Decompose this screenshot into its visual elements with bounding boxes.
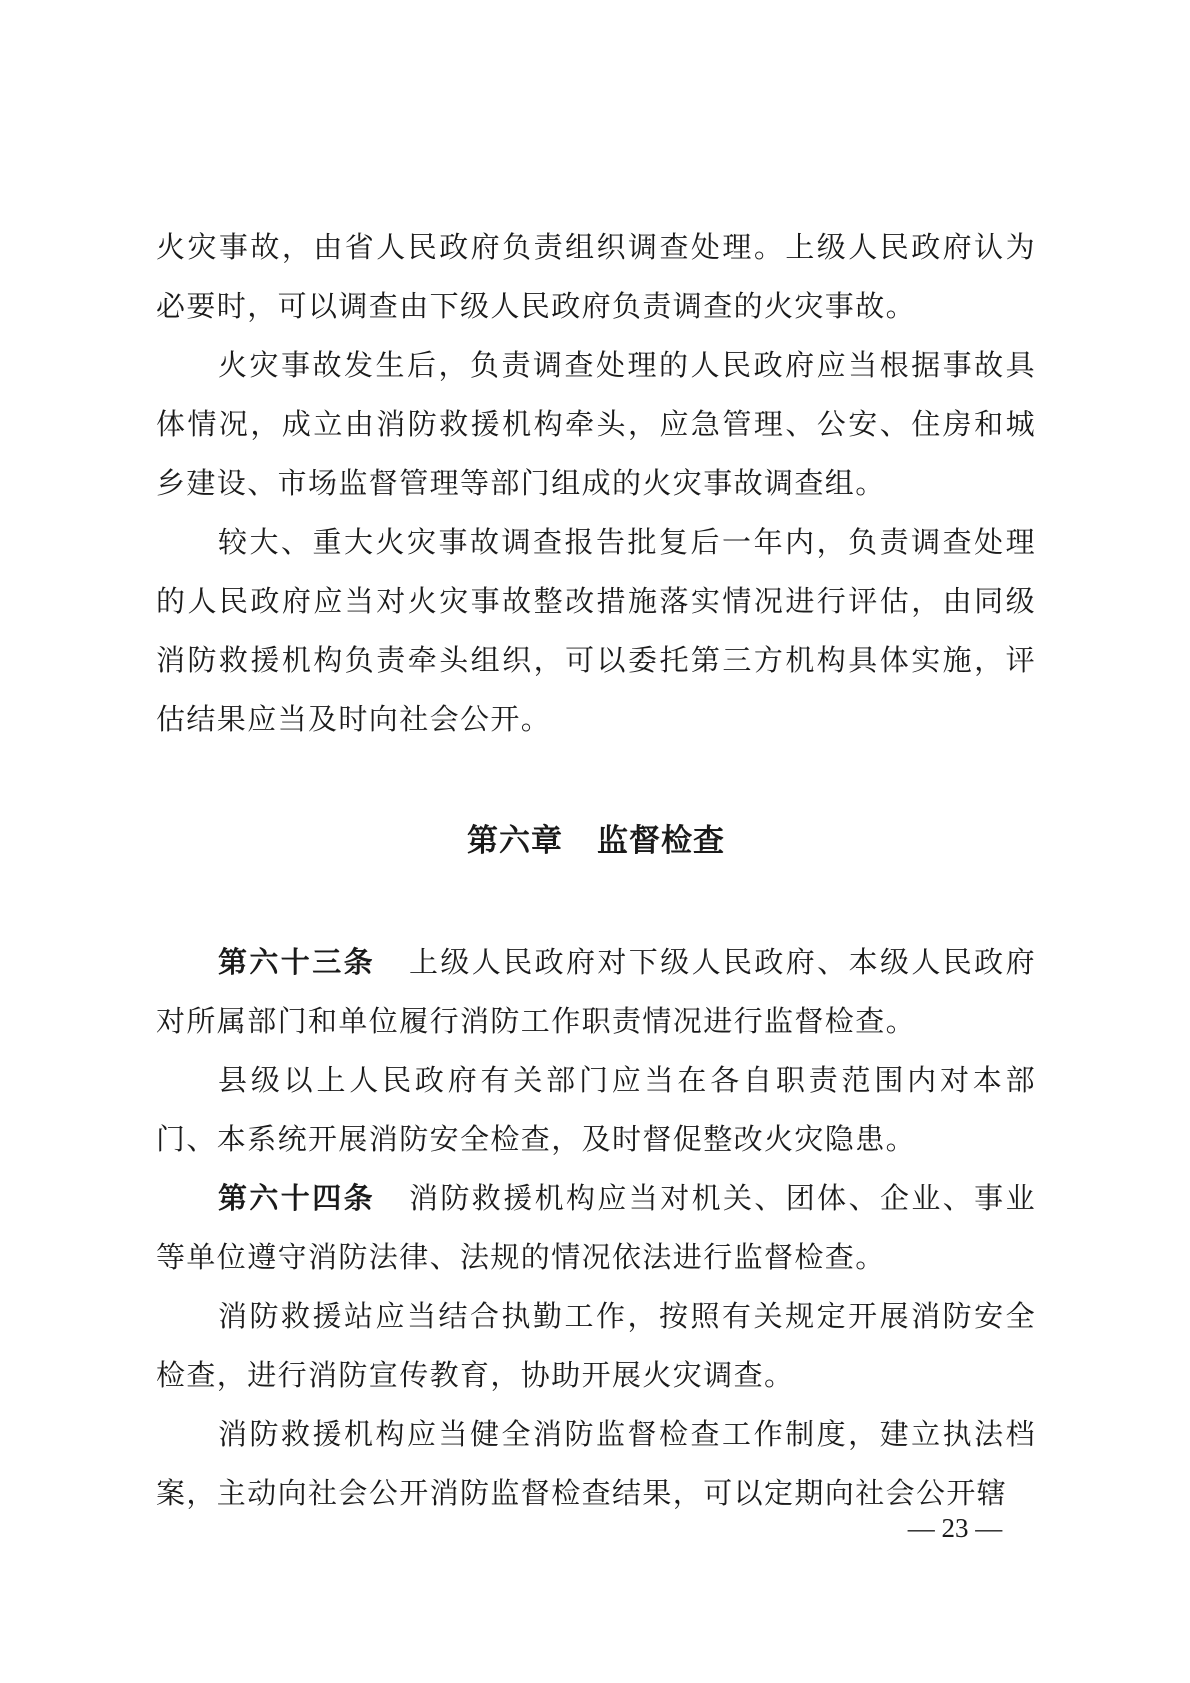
document-body xyxy=(156,218,1036,1523)
article-63 xyxy=(156,933,1036,1051)
chapter-title: 监督检查 xyxy=(597,823,725,859)
article-heading: 第六十四条 xyxy=(218,1181,375,1215)
paragraph: 县级以上人民政府有关部门应当在各自职责范围内对本部门、本系统开展消防安全检查，及时督促整改火灾隐患。 xyxy=(156,1063,1036,1156)
chapter-heading xyxy=(156,812,1036,871)
page-number: — 23 — xyxy=(907,1513,1003,1543)
paragraph: 消防救援站应当结合执勤工作，按照有关规定开展消防安全检查，进行消防宣传教育，协助开展火灾调查。 xyxy=(156,1299,1036,1392)
paragraph: 火灾事故发生后，负责调查处理的人民政府应当根据事故具体情况，成立由消防救援机构牵头，应急管理、公安、住房和城乡建设、市场监督管理等部门组成的火灾事故调查组。 xyxy=(156,348,1036,500)
paragraph: 消防救援机构应当健全消防监督检查工作制度，建立执法档案，主动向社会公开消防监督检查结果，可以定期向社会公开辖 xyxy=(156,1417,1036,1510)
paragraph-continued: 火灾事故，由省人民政府负责组织调查处理。上级人民政府认为必要时，可以调查由下级人民政府负责调查的火灾事故。 xyxy=(156,230,1036,323)
article-64 xyxy=(156,1169,1036,1287)
paragraph: 较大、重大火灾事故调查报告批复后一年内，负责调查处理的人民政府应当对火灾事故整改措施落实情况进行评估，由同级消防救援机构负责牵头组织，可以委托第三方机构具体实施，评估结果应当及时向社会公开。 xyxy=(156,525,1036,736)
article-heading: 第六十三条 xyxy=(218,945,375,979)
article-text: 消防救援机构应当对机关、团体、企业、事业等单位遵守消防法律、法规的情况依法进行监督检查。 xyxy=(156,1181,1036,1274)
article-text: 上级人民政府对下级人民政府、本级人民政府对所属部门和单位履行消防工作职责情况进行监督检查。 xyxy=(156,945,1036,1038)
chapter-number: 第六章 xyxy=(467,823,563,859)
